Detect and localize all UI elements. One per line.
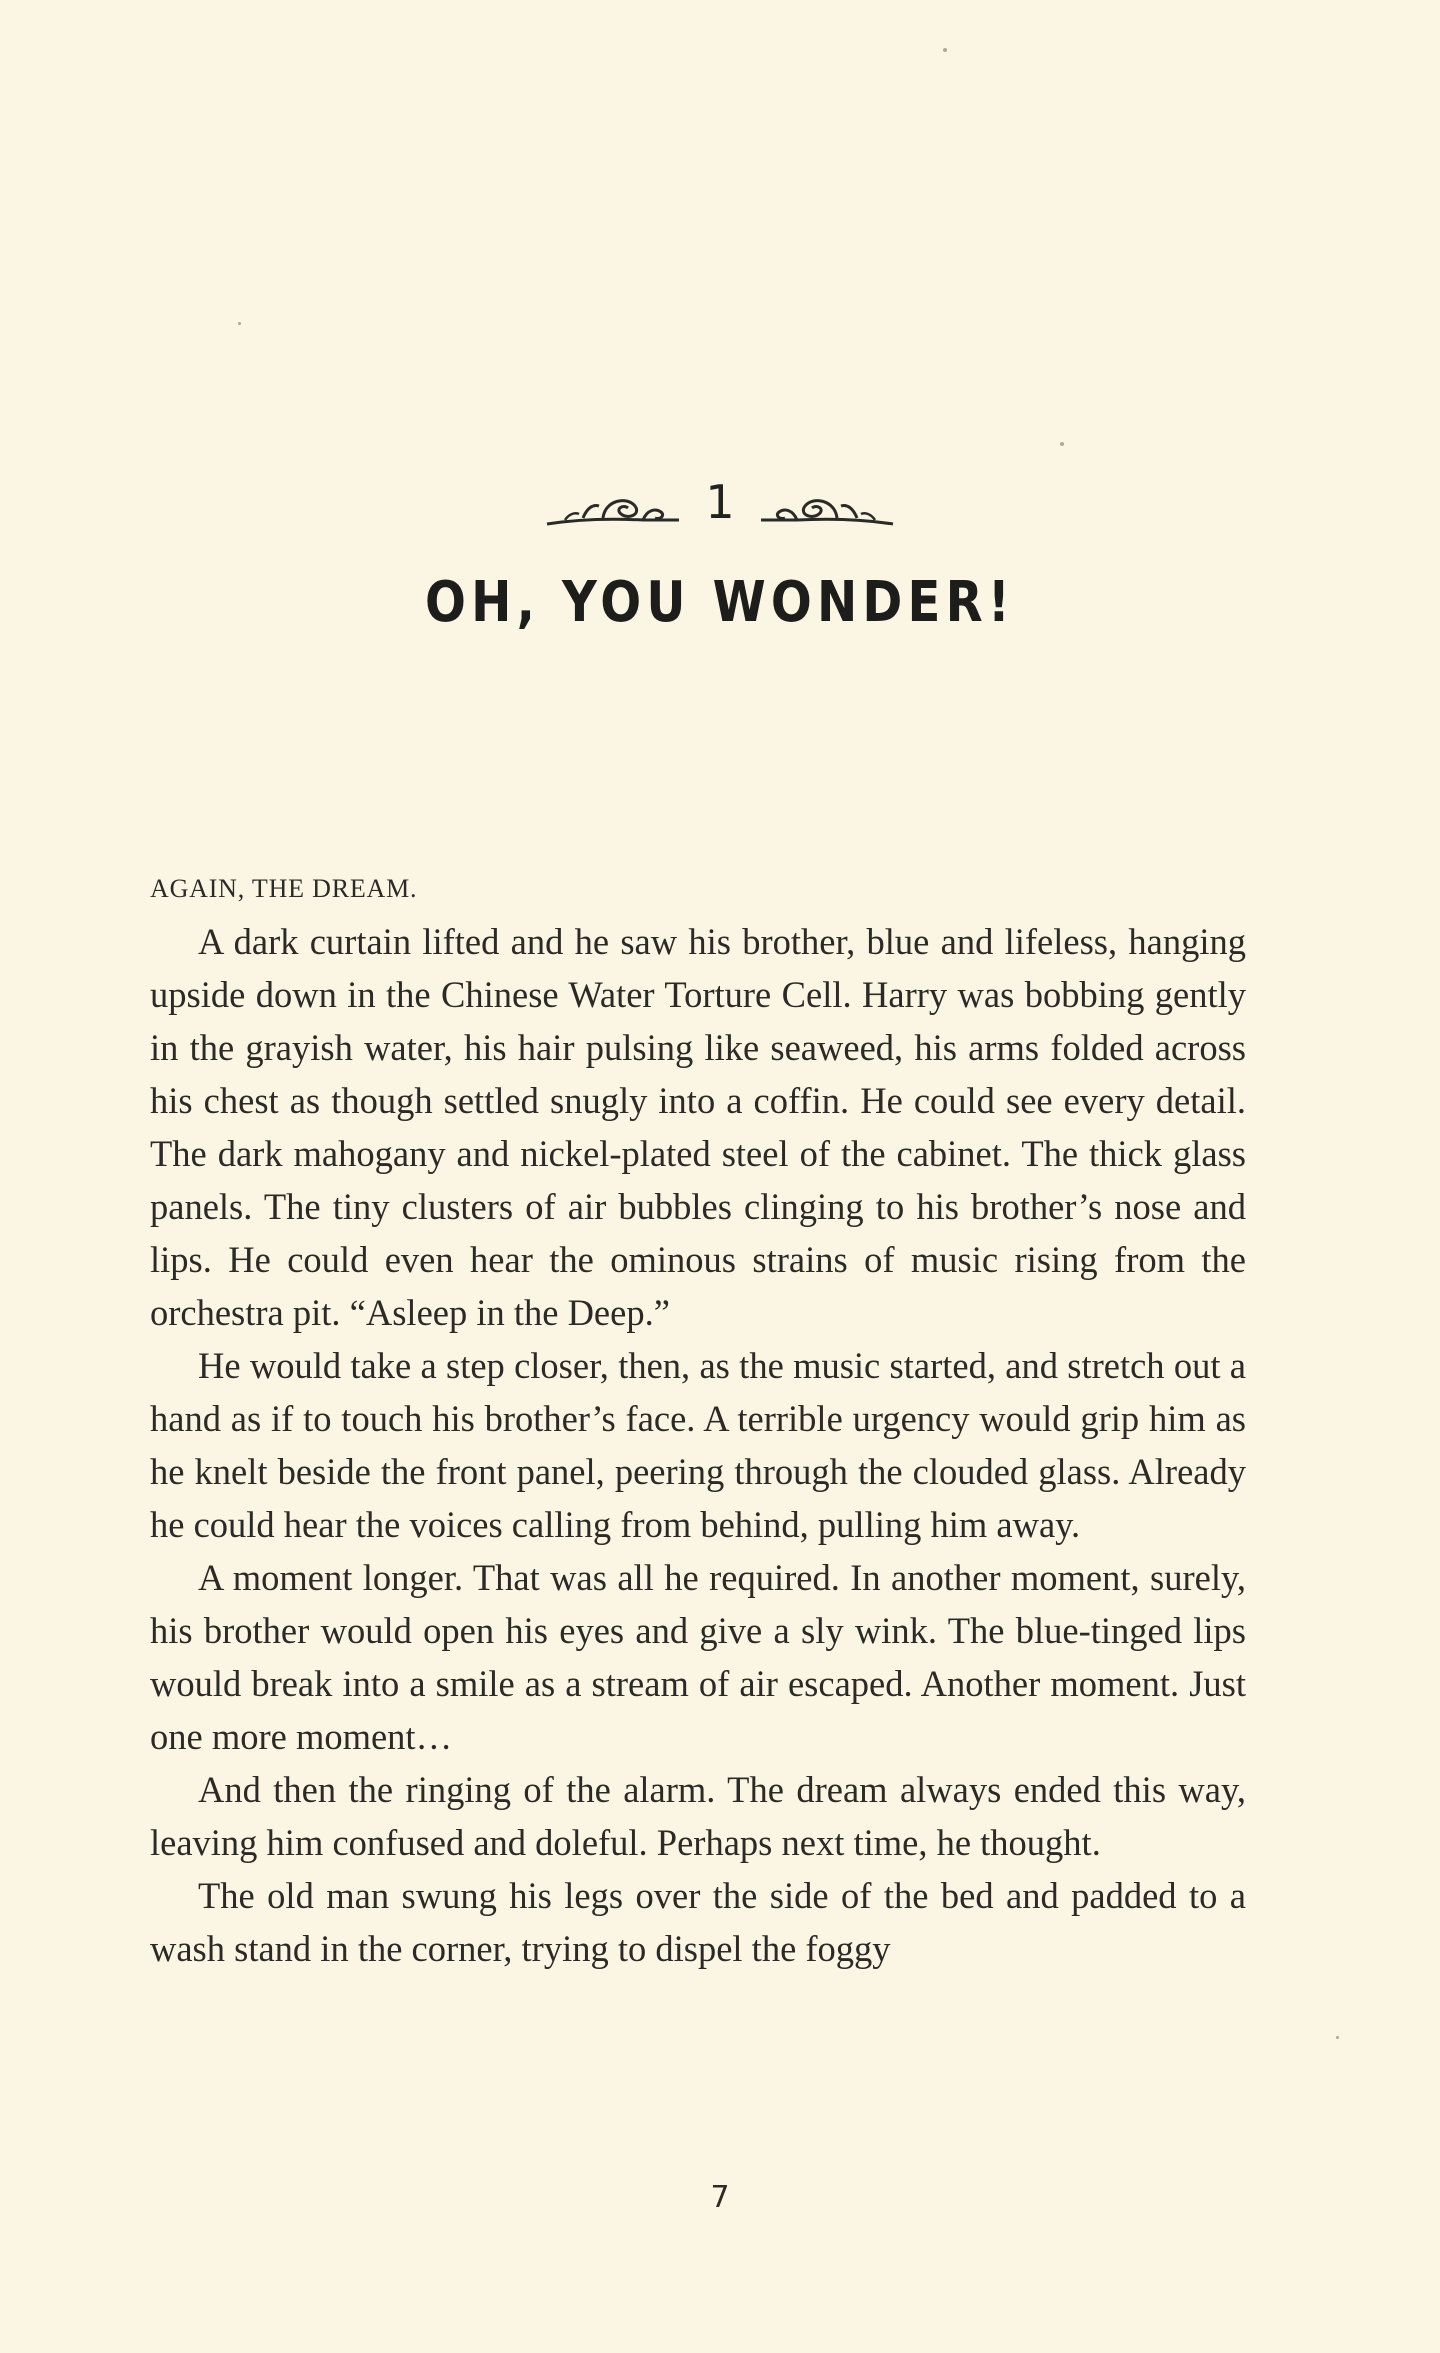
left-flourish-icon: [543, 480, 683, 530]
chapter-title: OH, YOU WONDER!: [425, 570, 1015, 635]
chapter-number: 1: [705, 475, 735, 529]
paragraph: A moment longer. That was all he required. In another moment, surely, his brother would open his eyes and give a sly wink. The blue-tinged lips would break into a smile as a stream of air escaped. Another moment. Just one more moment…: [150, 1557, 1246, 1757]
chapter-heading: [0, 470, 1440, 634]
paper-speck: [1060, 442, 1064, 446]
opening-line: AGAIN, THE DREAM.: [150, 874, 418, 903]
paper-speck: [943, 48, 947, 52]
right-flourish-icon: [757, 480, 897, 530]
paragraph: The old man swung his legs over the side of the bed and padded to a wash stand in the corner, trying to dispel the foggy: [150, 1875, 1246, 1969]
page-number: 7: [710, 2180, 730, 2215]
paragraph: And then the ringing of the alarm. The dream always ended this way, leaving him confused and doleful. Perhaps next time, he thought.: [150, 1769, 1246, 1863]
paper-speck: [238, 322, 241, 325]
paragraph: He would take a step closer, then, as the music started, and stretch out a hand as if to touch his brother’s face. A terrible urgency would grip him as he knelt beside the front panel, peering through the clouded glass. Already he could hear the voices calling from behind, pulling him away.: [150, 1345, 1246, 1545]
chapter-number-row: [0, 470, 1440, 540]
paragraph: A dark curtain lifted and he saw his brother, blue and lifeless, hanging upside down in the Chinese Water Torture Cell. Harry was bobbing gently in the grayish water, his hair pulsing like seaweed, his arms folded across his chest as though settled snugly into a coffin. He could see every detail. The dark mahogany and nickel-plated steel of the cabinet. The thick glass panels. The tiny clusters of air bubbles clinging to his brother’s nose and lips. He could even hear the ominous strains of music rising from the orchestra pit. “Asleep in the Deep.”: [150, 921, 1246, 1333]
body-text: [150, 862, 1246, 1975]
paper-speck: [1336, 2036, 1339, 2039]
